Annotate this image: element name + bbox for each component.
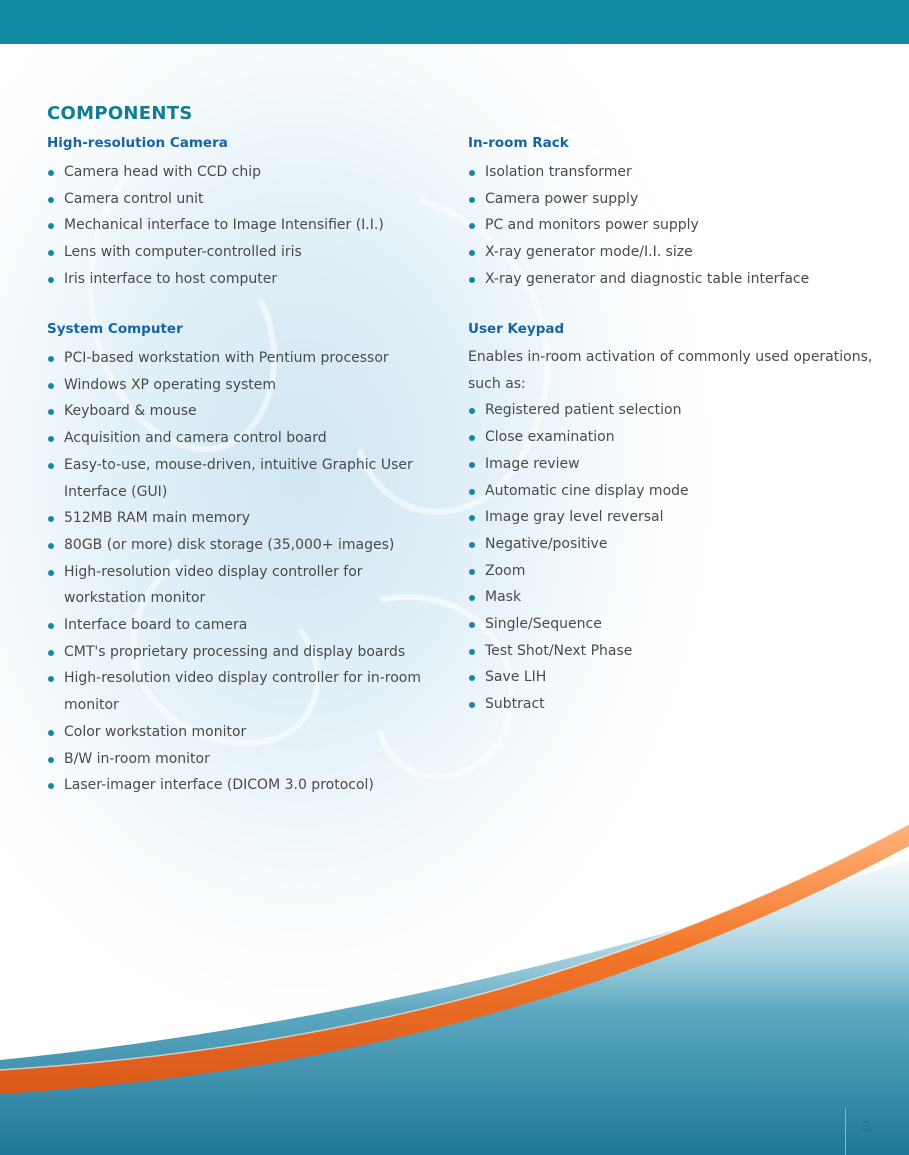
list-item: Negative/positive bbox=[468, 531, 898, 558]
list-item: Zoom bbox=[468, 558, 898, 585]
list-item: Keyboard & mouse bbox=[47, 398, 442, 425]
list-item: Registered patient selection bbox=[468, 397, 898, 424]
page-title: COMPONENTS bbox=[47, 103, 193, 124]
section-heading: User Keypad bbox=[468, 321, 565, 337]
section-heading: High-resolution Camera bbox=[47, 135, 228, 151]
list-item: High-resolution video display controller for workstation monitor bbox=[47, 559, 442, 612]
list-item: Save LIH bbox=[468, 664, 898, 691]
section-in-room-rack bbox=[468, 133, 898, 293]
list-item: Laser-imager interface (DICOM 3.0 protocol) bbox=[47, 772, 442, 799]
section-system-computer bbox=[47, 319, 442, 799]
list-item: Mechanical interface to Image Intensifier (I.I.) bbox=[47, 212, 442, 239]
list-item: Test Shot/Next Phase bbox=[468, 638, 898, 665]
list-item: Image gray level reversal bbox=[468, 504, 898, 531]
list-item: X-ray generator and diagnostic table interface bbox=[468, 266, 898, 293]
list-item: Close examination bbox=[468, 424, 898, 451]
list-item: Interface board to camera bbox=[47, 612, 442, 639]
list-item: Color workstation monitor bbox=[47, 719, 442, 746]
list-item: CMT's proprietary processing and display boards bbox=[47, 639, 442, 666]
list-item: Camera control unit bbox=[47, 186, 442, 213]
section-high-resolution-camera bbox=[47, 133, 442, 293]
list-item: X-ray generator mode/I.I. size bbox=[468, 239, 898, 266]
section-heading: System Computer bbox=[47, 321, 183, 337]
list-item: Automatic cine display mode bbox=[468, 478, 898, 505]
list-item: PCI-based workstation with Pentium processor bbox=[47, 345, 442, 372]
page-number: 5 bbox=[862, 1118, 872, 1136]
section-intro: Enables in-room activation of commonly used operations, such as: bbox=[468, 349, 873, 392]
list-item: B/W in-room monitor bbox=[47, 746, 442, 773]
list-item: High-resolution video display controller for in-room monitor bbox=[47, 665, 442, 718]
list-item: Lens with computer-controlled iris bbox=[47, 239, 442, 266]
list-item: Camera head with CCD chip bbox=[47, 159, 442, 186]
list-item: Iris interface to host computer bbox=[47, 266, 442, 293]
list-item: 80GB (or more) disk storage (35,000+ images) bbox=[47, 532, 442, 559]
list-item: Easy-to-use, mouse-driven, intuitive Graphic User Interface (GUI) bbox=[47, 452, 442, 505]
page-number-divider bbox=[845, 1108, 846, 1155]
section-user-keypad bbox=[468, 319, 898, 718]
list-item: Camera power supply bbox=[468, 186, 898, 213]
section-heading: In-room Rack bbox=[468, 135, 569, 151]
list-item: Subtract bbox=[468, 691, 898, 718]
list-item: Windows XP operating system bbox=[47, 372, 442, 399]
list-item: Image review bbox=[468, 451, 898, 478]
list-item: Single/Sequence bbox=[468, 611, 898, 638]
list-item: Mask bbox=[468, 584, 898, 611]
list-item: PC and monitors power supply bbox=[468, 212, 898, 239]
list-item: Isolation transformer bbox=[468, 159, 898, 186]
list-item: Acquisition and camera control board bbox=[47, 425, 442, 452]
list-item: 512MB RAM main memory bbox=[47, 505, 442, 532]
